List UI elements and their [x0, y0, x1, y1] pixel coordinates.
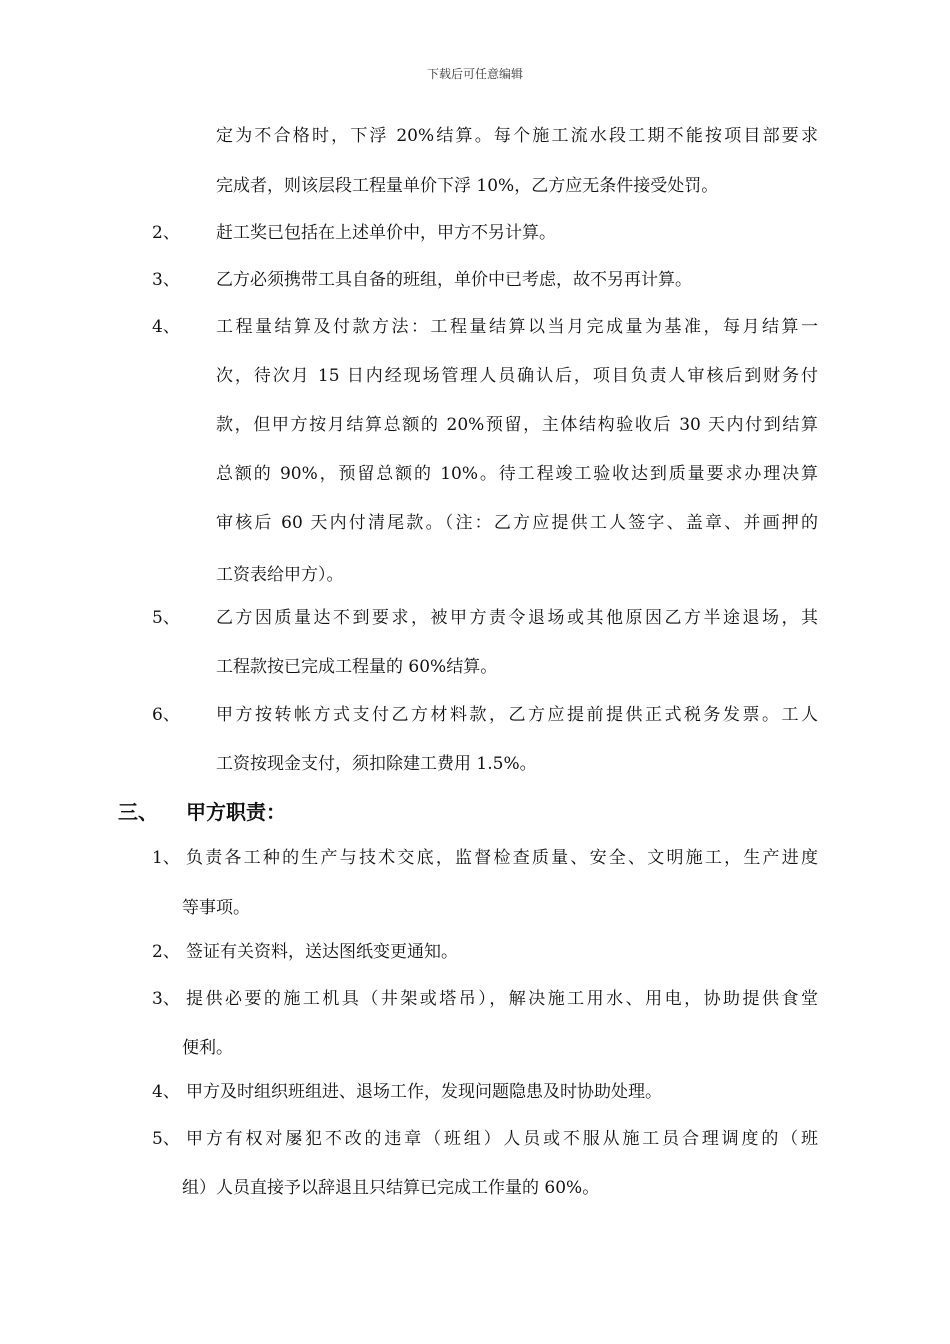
paragraph-line: 总额的 90%，预留总额的 10%。待工程竣工验收达到质量要求办理决算	[216, 464, 818, 484]
paragraph-line: 等事项。	[182, 898, 250, 918]
paragraph-line: 完成者，则该层段工程量单价下浮 10%，乙方应无条件接受处罚。	[216, 176, 719, 196]
paragraph-line: 工资表给甲方）。	[216, 565, 344, 585]
page-header: 下载后可任意编辑	[426, 67, 523, 81]
paragraph-line: 甲方按转帐方式支付乙方材料款，乙方应提前提供正式税务发票。工人	[216, 705, 818, 725]
list-number: 1、	[152, 848, 180, 868]
list-number: 3、	[152, 270, 180, 290]
paragraph-line: 提供必要的施工机具（井架或塔吊），解决施工用水、用电，协助提供食堂	[186, 989, 818, 1009]
list-number: 4、	[152, 1082, 180, 1102]
list-number: 6、	[152, 705, 180, 725]
paragraph-line: 组）人员直接予以辞退且只结算已完成工作量的 60%。	[182, 1178, 600, 1198]
list-number: 3、	[152, 989, 180, 1009]
paragraph-line: 便利。	[182, 1038, 233, 1058]
paragraph-line: 款，但甲方按月结算总额的 20%预留，主体结构验收后 30 天内付到结算	[216, 415, 818, 435]
section-number: 三、	[118, 800, 158, 824]
section-title: 甲方职责：	[186, 800, 286, 824]
paragraph-line: 审核后 60 天内付清尾款。（注：乙方应提供工人签字、盖章、并画押的	[216, 513, 818, 533]
paragraph-line: 赶工奖已包括在上述单价中，甲方不另计算。	[216, 223, 556, 243]
paragraph-line: 签证有关资料，送达图纸变更通知。	[186, 942, 458, 962]
list-number: 5、	[152, 608, 180, 628]
list-number: 4、	[152, 317, 180, 337]
paragraph-line: 甲方及时组织班组进、退场工作，发现问题隐患及时协助处理。	[186, 1082, 662, 1102]
list-number: 2、	[152, 942, 180, 962]
paragraph-line: 定为不合格时，下浮 20%结算。每个施工流水段工期不能按项目部要求	[216, 126, 818, 146]
paragraph-line: 甲方有权对屡犯不改的违章（班组）人员或不服从施工员合理调度的（班	[186, 1129, 818, 1149]
list-number: 2、	[152, 223, 180, 243]
paragraph-line: 次，待次月 15 日内经现场管理人员确认后，项目负责人审核后到财务付	[216, 366, 818, 386]
paragraph-line: 乙方必须携带工具自备的班组，单价中已考虑，故不另再计算。	[216, 270, 692, 290]
paragraph-line: 工资按现金支付，须扣除建工费用 1.5%。	[216, 754, 537, 774]
paragraph-line: 负责各工种的生产与技术交底，监督检查质量、安全、文明施工，生产进度	[186, 848, 818, 868]
paragraph-line: 乙方因质量达不到要求，被甲方责令退场或其他原因乙方半途退场，其	[216, 608, 818, 628]
paragraph-line: 工程款按已完成工程量的 60%结算。	[216, 657, 498, 677]
list-number: 5、	[152, 1129, 180, 1149]
paragraph-line: 工程量结算及付款方法：工程量结算以当月完成量为基准，每月结算一	[216, 317, 818, 337]
